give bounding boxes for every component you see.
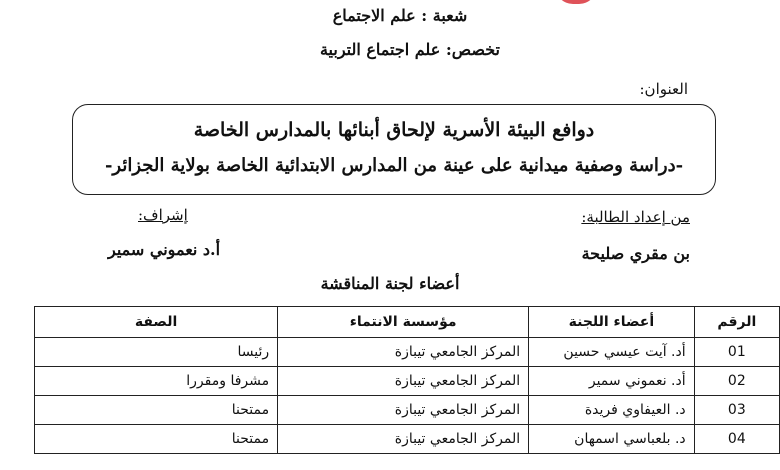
- committee-table: [34, 306, 780, 454]
- student-name: بن مقري صليحة: [581, 244, 690, 263]
- row-role: ممتحنا: [35, 396, 278, 425]
- table-row: [35, 425, 780, 454]
- prepared-by-label: من إعداد الطالبة:: [581, 208, 690, 226]
- committee-title: أعضاء لجنة المناقشة: [320, 274, 460, 293]
- row-number: 04: [694, 425, 779, 454]
- thesis-title-box: [72, 104, 716, 195]
- row-role: مشرفا ومقررا: [35, 367, 278, 396]
- row-institution: المركز الجامعي تيبازة: [278, 425, 529, 454]
- row-member: د. العيفاوي فريدة: [529, 396, 695, 425]
- row-number: 03: [694, 396, 779, 425]
- supervision-label: إشراف:: [138, 206, 188, 224]
- row-number: 01: [694, 338, 779, 367]
- table-row: [35, 367, 780, 396]
- specialty-line: تخصص: علم اجتماع التربية: [319, 40, 501, 59]
- row-member: د. بلعباسي اسمهان: [529, 425, 695, 454]
- branch-line: شعبة : علم الاجتماع: [332, 6, 468, 25]
- row-role: رئيسا: [35, 338, 278, 367]
- row-member: أد. آيت عيسي حسين: [529, 338, 695, 367]
- supervisor-name: أ.د نعموني سمير: [108, 240, 221, 259]
- table-row: [35, 338, 780, 367]
- table-header-row: [35, 307, 780, 338]
- thesis-title: دوافع البيئة الأسرية لإلحاق أبنائها بالمدارس الخاصة: [193, 119, 595, 141]
- row-member: أد. نعموني سمير: [529, 367, 695, 396]
- header-institution: مؤسسة الانتماء: [278, 307, 529, 338]
- table-row: [35, 396, 780, 425]
- row-role: ممتحنا: [35, 425, 278, 454]
- row-institution: المركز الجامعي تيبازة: [278, 338, 529, 367]
- title-label: العنوان:: [639, 80, 688, 98]
- header-member: أعضاء اللجنة: [529, 307, 695, 338]
- header-number: الرقم: [694, 307, 779, 338]
- university-logo: [555, 0, 597, 4]
- header-role: الصفة: [35, 307, 278, 338]
- thesis-subtitle: -دراسة وصفية ميدانية على عينة من المدارس الابتدائية الخاصة بولاية الجزائر-: [104, 155, 684, 176]
- row-number: 02: [694, 367, 779, 396]
- row-institution: المركز الجامعي تيبازة: [278, 396, 529, 425]
- row-institution: المركز الجامعي تيبازة: [278, 367, 529, 396]
